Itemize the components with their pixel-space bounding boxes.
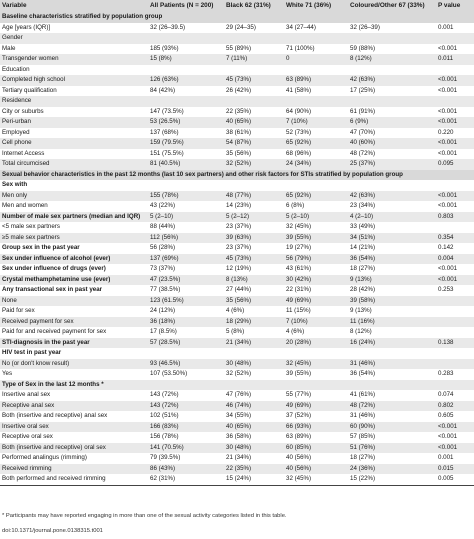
value-cell: 36 (54%) [350,254,376,262]
table-row [0,107,474,118]
value-cell: 60 (90%) [350,422,376,430]
value-cell: 11 (16%) [350,317,375,325]
value-cell: 143 (72%) [150,391,179,398]
value-cell: 5 (2–10) [150,212,174,220]
row-label-cell: Receptive oral sex [2,433,53,440]
value-cell: 7 (10%) [286,118,308,125]
row-label-cell: Both (insertive and receptive) oral sex [2,443,106,451]
value-cell: 53 (26.5%) [150,118,181,125]
value-cell: 54 (87%) [226,139,252,146]
table-row [0,243,474,254]
table-row [0,359,474,370]
value-cell: 38 (61%) [226,128,252,136]
row-label-cell: Number of male sex partners (median and IQR) [2,212,141,220]
value-cell: 25 (37%) [350,160,376,167]
value-cell: 12 (19%) [226,265,252,272]
value-cell: 8 (12%) [350,55,372,62]
value-cell: 22 (35%) [226,464,252,472]
value-cell: 123 (61.5%) [150,296,184,304]
table-body [0,12,474,485]
value-cell: 43 (61%) [286,265,312,272]
value-cell: 64 (90%) [286,107,312,115]
value-cell: 39 (58%) [350,296,376,304]
table-row [0,180,474,191]
value-cell: 0.220 [438,128,454,136]
value-cell: 45 (73%) [226,254,252,262]
table-row [0,138,474,149]
value-cell: 112 (56%) [150,233,179,241]
table-row [0,23,474,34]
table-row [0,464,474,475]
value-cell: 23 (34%) [350,202,376,209]
table-row [0,422,474,433]
value-cell: 0.803 [438,212,454,220]
section-heading-row [0,170,474,181]
value-cell: <0.001 [438,149,458,157]
row-label-cell: Both (insertive and receptive) anal sex [2,412,108,419]
value-cell: 48 (77%) [226,191,252,199]
row-label-cell: Sex under influence of drugs (ever) [2,265,106,272]
table-row [0,96,474,107]
value-cell: <0.001 [438,76,458,83]
row-label-cell: Employed [2,128,30,136]
row-label-cell: Internet Access [2,149,45,157]
value-cell: 151 (75.5%) [150,149,184,157]
table-row [0,390,474,401]
table-row [0,401,474,412]
value-cell: 56 (28%) [150,244,176,251]
value-cell: <0.001 [438,265,458,272]
value-cell: 40 (56%) [286,454,312,461]
value-cell: 5 (2–12) [226,212,250,220]
table-row [0,432,474,443]
value-cell: 79 (39.5%) [150,454,181,461]
value-cell: 21 (34%) [226,454,252,461]
table-row [0,44,474,55]
row-label-cell: Residence [2,97,32,104]
row-label-cell: Age [years (IQR)] [2,23,51,31]
value-cell: 61 (91%) [350,107,376,115]
value-cell: 52 (73%) [286,128,312,136]
row-label-cell: HIV test in past year [2,349,62,356]
table-row [0,317,474,328]
value-cell: 30 (48%) [226,443,252,451]
value-cell: 32 (26–39.5) [150,23,186,31]
value-cell: 16 (24%) [350,338,376,346]
row-label-cell: Paid for sex [2,307,35,314]
value-cell: 42 (63%) [350,76,376,83]
row-label-cell: Sex with [2,181,28,188]
value-cell: 49 (69%) [286,296,312,304]
value-cell: 47 (70%) [350,128,376,136]
value-cell: 137 (68%) [150,128,179,136]
value-cell: 93 (46.5%) [150,359,181,367]
value-cell: <0.001 [438,86,458,94]
value-cell: 35 (56%) [226,149,252,157]
row-label-cell: Men and women [2,202,48,209]
row-label-cell: Insertive anal sex [2,391,51,398]
value-cell: 27 (44%) [226,286,252,293]
value-cell: 156 (78%) [150,433,179,440]
value-cell: 34 (27–44) [286,23,316,31]
value-cell: 4 (2–10) [350,212,374,220]
value-cell: 15 (22%) [350,475,376,482]
row-label-cell: Tertiary qualification [2,86,57,94]
value-cell: 0.004 [438,254,454,262]
table-row [0,264,474,275]
header-cell: Coloured/Other 67 (33%) [350,2,425,9]
value-cell: 39 (55%) [286,233,312,241]
value-cell: 45 (73%) [226,76,252,83]
value-cell: 42 (63%) [350,191,376,199]
header-cell: Variable [2,2,27,9]
value-cell: <0.001 [438,275,458,283]
table-row [0,327,474,338]
value-cell: 24 (12%) [150,307,176,314]
row-label-cell: Performed analingus (rimming) [2,454,87,461]
value-cell: 57 (85%) [350,433,376,440]
value-cell: 185 (93%) [150,44,179,52]
row-label-cell: City or suburbs [2,107,44,115]
value-cell: 21 (34%) [226,338,252,346]
value-cell: 56 (79%) [286,254,312,262]
value-cell: 40 (65%) [226,422,252,430]
header-cell: P value [438,2,461,9]
value-cell: 8 (12%) [350,328,372,335]
value-cell: 5 (8%) [226,328,245,335]
section-heading-row [0,12,474,23]
value-cell: 32 (52%) [226,370,252,377]
value-cell: 30 (48%) [226,359,252,367]
value-cell: 14 (21%) [350,244,376,251]
value-cell: 107 (53.50%) [150,370,188,377]
table-row [0,54,474,65]
row-label-cell: Total circumcised [2,160,50,167]
value-cell: 29 (24–35) [226,23,256,31]
value-cell: 31 (46%) [350,412,376,419]
row-label-cell: ≥5 male sex partners [2,233,60,241]
row-label-cell: <5 male sex partners [2,223,60,230]
table-row [0,233,474,244]
row-label-cell: Insertive oral sex [2,422,49,430]
value-cell: 0.138 [438,338,454,346]
value-cell: 49 (69%) [286,401,312,409]
value-cell: 102 (51%) [150,412,179,419]
value-cell: 0.142 [438,244,454,251]
value-cell: 47 (76%) [226,391,252,398]
value-cell: 18 (27%) [350,454,376,461]
value-cell: 11 (15%) [286,307,311,314]
row-label-cell: Completed high school [2,76,65,83]
table-row [0,33,474,44]
doi-label: doi:10.1371/journal.pone.0138315.t001 [2,528,103,534]
value-cell: 63 (89%) [286,76,312,83]
row-label-cell: Sex under influence of alcohol (ever) [2,254,111,262]
table-row [0,306,474,317]
value-cell: 9 (13%) [350,275,372,283]
value-cell: 31 (46%) [350,359,376,367]
table-row [0,159,474,170]
value-cell: 7 (11%) [226,55,248,62]
table-row [0,75,474,86]
value-cell: 0.074 [438,391,454,398]
table-row [0,369,474,380]
value-cell: 88 (44%) [150,223,176,230]
row-label-cell: Cell phone [2,139,32,146]
table-row [0,212,474,223]
value-cell: 48 (72%) [350,149,376,157]
value-cell: 7 (10%) [286,317,308,325]
table-row [0,453,474,464]
row-label-cell: Gender [2,34,23,41]
value-cell: 34 (55%) [226,412,252,419]
value-cell: 0.354 [438,233,454,241]
value-cell: 55 (89%) [226,44,252,52]
row-label-cell: Any transactional sex in past year [2,286,103,293]
value-cell: 33 (49%) [350,223,376,230]
value-cell: 28 (42%) [350,286,376,293]
value-cell: 14 (23%) [226,202,252,209]
table-row [0,411,474,422]
row-label-cell: Both performed and received rimming [2,475,106,482]
value-cell: 24 (34%) [286,160,312,167]
table-row [0,338,474,349]
value-cell: 41 (61%) [350,391,376,398]
value-cell: 32 (52%) [226,160,252,167]
value-cell: 26 (42%) [226,86,252,94]
value-cell: <0.001 [438,433,458,440]
value-cell: 0.253 [438,286,454,293]
value-cell: 51 (76%) [350,443,376,451]
value-cell: 19 (27%) [286,244,312,251]
value-cell: 17 (8.5%) [150,328,177,335]
value-cell: 17 (25%) [350,86,376,94]
header-cell: Black 62 (31%) [226,2,271,9]
table-row [0,348,474,359]
value-cell: 143 (72%) [150,401,179,409]
row-label-cell: STI-diagnosis in the past year [2,338,90,346]
row-label-cell: Peri-urban [2,118,31,125]
value-cell: 40 (60%) [350,139,376,146]
value-cell: 60 (85%) [286,443,312,451]
table-row [0,275,474,286]
table-row [0,474,474,485]
value-cell: 4 (6%) [226,307,245,314]
value-cell: 6 (8%) [286,202,305,209]
value-cell: 84 (42%) [150,86,176,94]
value-cell: <0.001 [438,107,458,115]
value-cell: 63 (89%) [286,433,312,440]
value-cell: 159 (79.5%) [150,139,184,146]
value-cell: 37 (52%) [286,412,312,419]
table-row [0,149,474,160]
value-cell: 6 (9%) [350,118,369,125]
value-cell: 15 (24%) [226,475,252,482]
value-cell: <0.001 [438,422,458,430]
value-cell: 47 (23.5%) [150,275,181,283]
value-cell: 4 (6%) [286,328,305,335]
value-cell: 22 (31%) [286,286,312,293]
value-cell: 73 (37%) [150,265,176,272]
value-cell: 41 (58%) [286,86,312,94]
value-cell: 68 (96%) [286,149,312,157]
value-cell: 0.001 [438,23,454,31]
value-cell: 40 (65%) [226,118,252,125]
value-cell: 36 (58%) [226,433,252,440]
value-cell: 9 (13%) [350,307,372,314]
value-cell: 34 (51%) [350,233,376,241]
table-row [0,128,474,139]
value-cell: 5 (2–10) [286,212,310,220]
value-cell: 65 (92%) [286,139,312,146]
value-cell: 55 (77%) [286,391,312,398]
value-cell: 77 (38.5%) [150,286,181,293]
table-row [0,285,474,296]
row-label-cell: Paid for and received payment for sex [2,328,107,335]
value-cell: 39 (55%) [286,370,312,377]
value-cell: 35 (56%) [226,296,252,304]
value-cell: 43 (22%) [150,202,176,209]
value-cell: 32 (45%) [286,475,312,482]
value-cell: 0.283 [438,370,454,377]
table-row [0,191,474,202]
row-label-cell: Type of Sex in the last 12 months * [2,380,104,388]
row-label-cell: Receptive anal sex [2,401,55,409]
value-cell: 36 (54%) [350,370,376,377]
value-cell: 126 (63%) [150,76,179,83]
table-footnote: * Participants may have reported engaging in more than one of the sexual activity categories listed in this table. [2,513,287,519]
row-label-cell: Men only [2,191,28,199]
row-label-cell: Baseline characteristics stratified by population group [2,13,163,20]
value-cell: 141 (70.5%) [150,443,184,451]
value-cell: 0.005 [438,475,454,482]
value-cell: 57 (28.5%) [150,338,181,346]
value-cell: 32 (45%) [286,359,312,367]
value-cell: 0.001 [438,454,454,461]
value-cell: <0.001 [438,202,458,209]
value-cell: <0.001 [438,443,458,451]
value-cell: 0.015 [438,464,454,472]
value-cell: 0 [286,55,290,62]
value-cell: 32 (26–39) [350,23,380,31]
value-cell: 40 (56%) [286,464,312,472]
table-row [0,86,474,97]
value-cell: 155 (78%) [150,191,179,199]
value-cell: 20 (28%) [286,338,312,346]
row-label-cell: Transgender women [2,55,59,62]
value-cell: 81 (40.5%) [150,160,181,167]
value-cell: 66 (93%) [286,422,312,430]
table-row [0,254,474,265]
value-cell: <0.001 [438,44,458,52]
table-row [0,222,474,233]
table-row [0,201,474,212]
row-label-cell: Received rimming [2,464,52,472]
value-cell: 137 (69%) [150,254,179,262]
table-row [0,380,474,391]
value-cell: 86 (43%) [150,464,176,472]
table-row [0,296,474,307]
row-label-cell: Education [2,65,30,73]
value-cell: 39 (63%) [226,233,252,241]
value-cell: 24 (36%) [350,464,376,472]
value-cell: 62 (31%) [150,475,176,482]
value-cell: <0.001 [438,191,458,199]
value-cell: <0.001 [438,118,458,125]
row-label-cell: None [2,296,17,304]
value-cell: 30 (42%) [286,275,312,283]
table-row [0,443,474,454]
value-cell: 71 (100%) [286,44,315,52]
value-cell: 8 (13%) [226,275,248,283]
value-cell: 48 (72%) [350,401,376,409]
value-cell: 23 (37%) [226,223,252,230]
value-cell: 22 (35%) [226,107,252,115]
header-cell: White 71 (36%) [286,2,332,9]
value-cell: 0.802 [438,401,454,409]
header-cell: All Patients (N = 200) [150,2,214,9]
value-cell: 18 (27%) [350,265,376,272]
row-label-cell: Crystal methamphetamine use (ever) [2,275,111,283]
table-bottom-rule [0,485,474,486]
value-cell: <0.001 [438,139,458,146]
value-cell: 36 (18%) [150,317,176,325]
value-cell: 15 (8%) [150,55,172,62]
value-cell: 32 (45%) [286,223,312,230]
value-cell: 59 (88%) [350,44,376,52]
value-cell: 147 (73.5%) [150,107,184,115]
row-label-cell: Sexual behavior characteristics in the past 12 months (last 10 sex partners) and other risk factors for STIs stratified by population group [2,170,403,178]
value-cell: 0.605 [438,412,454,419]
row-label-cell: Group sex in the past year [2,244,80,251]
table-row [0,65,474,76]
row-label-cell: Male [2,44,16,52]
value-cell: 46 (74%) [226,401,252,409]
row-label-cell: Yes [2,370,13,377]
table-row [0,117,474,128]
value-cell: 23 (37%) [226,244,252,251]
row-label-cell: Received payment for sex [2,317,74,325]
table-header [0,0,474,12]
value-cell: 0.095 [438,160,454,167]
value-cell: 0.011 [438,55,454,62]
row-label-cell: No (or don't know result) [2,359,70,367]
value-cell: 166 (83%) [150,422,179,430]
value-cell: 18 (29%) [226,317,252,325]
value-cell: 65 (92%) [286,191,312,199]
